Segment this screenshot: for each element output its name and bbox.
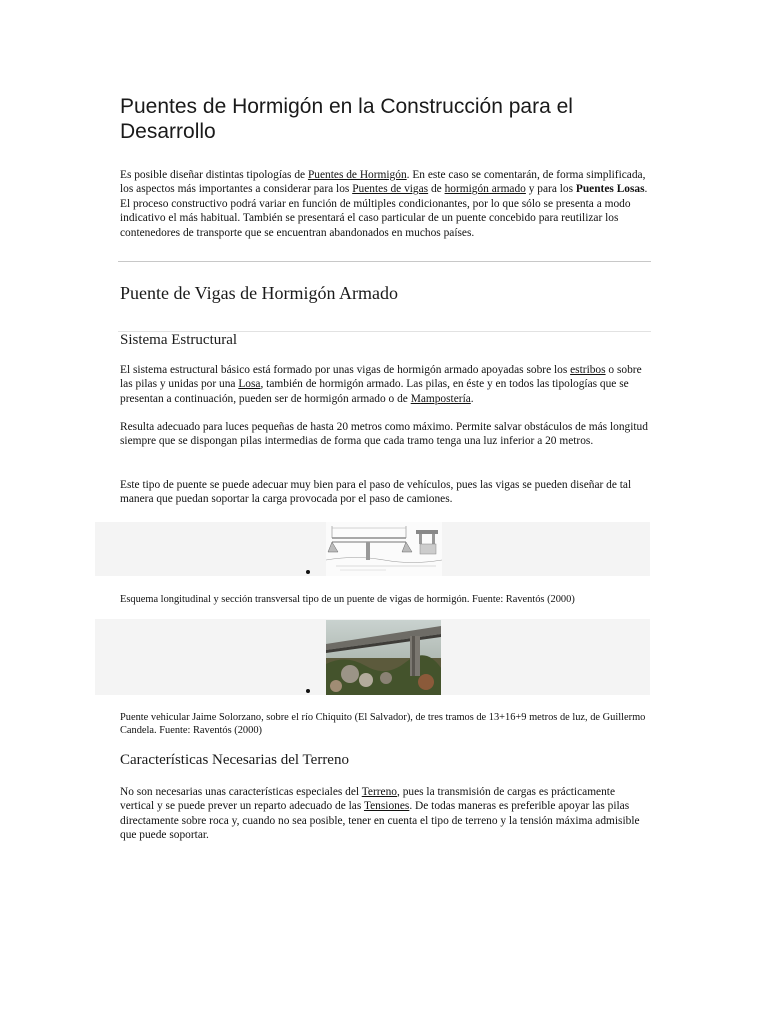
link-puentes-vigas[interactable]: Puentes de vigas: [352, 183, 429, 196]
link-puentes-hormigon[interactable]: Puentes de Hormigón: [307, 169, 407, 181]
link-terreno[interactable]: Terreno: [361, 786, 397, 798]
list-bullet: [306, 689, 310, 693]
intro-paragraph: Es posible diseñar distintas tipologías de Puentes de Hormigón. En este caso se comentarán, de forma simplificada, los aspectos más importantes a considerar para los Puentes de vigas de hormigón armado y para los Puentes Losas. El proceso constructivo podrá variar en función de múltiples condicionantes, por lo que sólo se presenta a modo indicativo el más habitual. También se presentará el caso particular de un puente concebido para reutilizar los contenedores de transporte que se encuentran abandonados en muchos países.: [120, 169, 648, 239]
bridge-photo-image: [326, 620, 441, 695]
link-estribos[interactable]: estribos: [570, 364, 606, 376]
section-heading: Puente de Vigas de Hormigón Armado: [120, 283, 399, 303]
terreno-paragraph: No son necesarias unas características especiales del Terreno, pues la transmisión de cargas es prácticamente vertical y se puede prever un reparto adecuado de las Tensiones. De todas maneras es preferible apoyar las pilas directamente sobre roca y, cuando no sea posible, tener en cuenta el tipo de terreno y la tensión máxima admisible que puede soportar.: [120, 786, 640, 842]
link-hormigon-armado[interactable]: hormigón armado: [444, 183, 526, 196]
list-bullet: [306, 570, 310, 574]
sistema-paragraph-1: El sistema estructural básico está formado por unas vigas de hormigón armado apoyadas sobre los estribos o sobre las pilas y unidas por una Losa, también de hormigón armado. Las pilas, en éste y en todos las tipologías que se presentan a continuación, pueden ser de hormigón armado o de Mampostería.: [120, 364, 642, 405]
figure-1-caption: Esquema longitudinal y sección transversal tipo de un puente de vigas de hormigón. Fuente: Raventós (2000): [120, 594, 575, 605]
page-title: Puentes de Hormigón en la Construcción para el Desarrollo: [120, 95, 573, 143]
link-tensiones[interactable]: Tensiones: [363, 800, 410, 813]
figure-2-caption: Puente vehicular Jaime Solorzano, sobre el río Chiquito (El Salvador), de tres tramos de 13+16+9 metros de luz, de Guillermo Candela. Fuente: Raventós (2000): [120, 712, 646, 736]
divider: [118, 261, 651, 262]
subsection-heading-sistema: Sistema Estructural: [120, 332, 238, 348]
sistema-paragraph-2: Resulta adecuado para luces pequeñas de hasta 20 metros como máximo. Permite salvar obstáculos de más longitud siempre que se dispongan pilas intermedias de forma que cada tramo tenga una luz inferior a 20 metros.: [120, 421, 648, 448]
link-mamposteria[interactable]: Mampostería: [410, 392, 471, 405]
sistema-paragraph-3: Este tipo de puente se puede adecuar muy bien para el paso de vehículos, pues las vigas se pueden diseñar de tal manera que puedan soportar la carga provocada por el paso de camiones.: [120, 479, 632, 506]
subsection-heading-terreno: Características Necesarias del Terreno: [120, 752, 349, 768]
bridge-scheme-image: [326, 522, 442, 576]
link-losa[interactable]: Losa: [238, 378, 261, 391]
